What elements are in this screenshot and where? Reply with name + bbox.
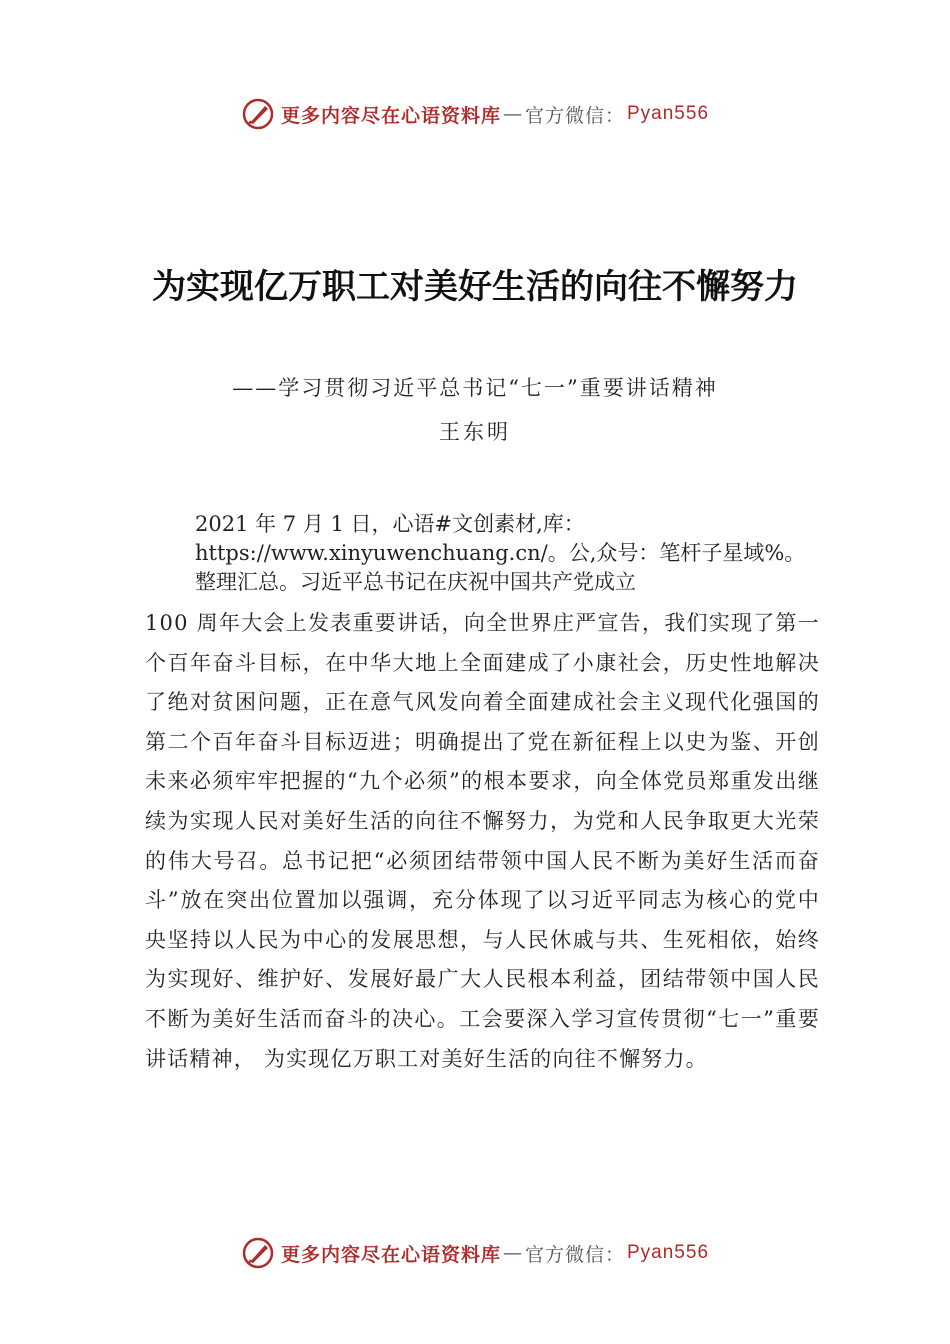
quill-logo-icon <box>241 97 275 131</box>
banner-wechat-id: Pyan556 <box>627 1242 710 1263</box>
article-lead-paragraph: 2021 年 7 月 1 日，心语#文创素材,库：https://www.xinyuwenchuang.cn/。公,众号：笔杆子星域%。整理汇总。习近平总书记在庆祝中国共产党成立 <box>195 512 806 594</box>
article-subtitle: ——学习贯彻习近平总书记“七一”重要讲话精神 <box>232 376 718 400</box>
banner-brand: 更多内容尽在心语资料库 <box>280 104 501 127</box>
banner-brand: 更多内容尽在心语资料库 <box>280 1243 501 1266</box>
banner-wechat-label: 官方微信： <box>524 1243 625 1266</box>
article-body-paragraph: 100 周年大会上发表重要讲话，向全世界庄严宣告，我们实现了第一个百年奋斗目标，在中华大地上全面建成了小康社会，历史性地解决了绝对贫困问题，正在意气风发向着全面建成社会主义现代化强国的第二个百年奋斗目标迈进；明确提出了党在新征程上以史为鉴、开创未来必须牢牢把握的“九个必须”的根本要求，向全体党员郑重发出继续为实现人民对美好生活的向往不懈努力，为党和人民争取更大光荣的伟大号召。总书记把“必须团结带领中国人民不断为美好生活而奋斗”放在突出位置加以强调，充分体现了以习近平同志为核心的党中央坚持以人民为中心的发展思想，与人民休戚与共、生死相依，始终为实现好、维护好、发展好最广大人民根本利益，团结带领中国人民不断为美好生活而奋斗的决心。工会要深入学习宣传贯彻“七一”重要讲话精神， 为实现亿万职工对美好生活的向往不懈努力。 <box>145 611 820 1071</box>
header-banner <box>0 94 950 134</box>
banner-separator: — <box>502 103 523 125</box>
footer-banner <box>0 1233 950 1273</box>
article-author: 王东明 <box>439 420 511 444</box>
banner-separator: — <box>502 1242 523 1264</box>
banner-wechat-label: 官方微信： <box>524 104 625 127</box>
article-title: 为实现亿万职工对美好生活的向往不懈努力 <box>152 267 798 307</box>
quill-logo-icon <box>241 1236 275 1270</box>
banner-wechat-id: Pyan556 <box>627 103 710 124</box>
